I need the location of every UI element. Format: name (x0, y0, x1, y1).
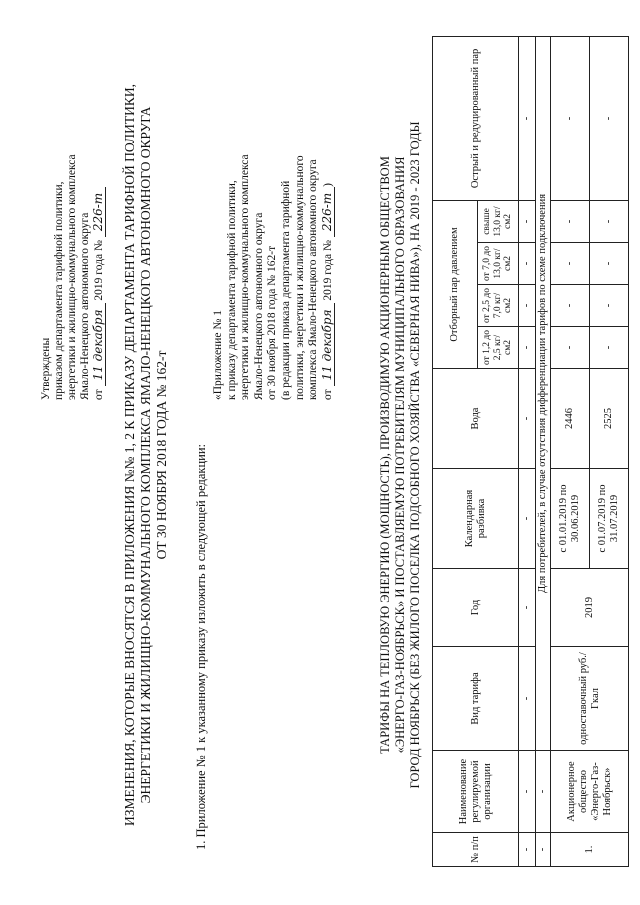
annex-line: от 30 ноября 2018 года № 162-т (266, 245, 279, 400)
table-cell: - (519, 833, 536, 867)
table-cell: - (590, 36, 629, 200)
numbering-row (519, 36, 536, 866)
header-pressure: от 1,2 до 2,5 кг/см2 (478, 327, 519, 369)
annex-line: «Приложение № 1 (212, 310, 224, 400)
header-org: Наименование регулируемой организации (433, 751, 519, 833)
row-org: Акционерное общество «Энерго-Газ-Ноябрьск» (551, 751, 629, 833)
table-cell: - (590, 243, 629, 285)
table-cell: - (519, 36, 536, 200)
table-cell: - (590, 285, 629, 327)
approval-line: Ямало-Ненецкого автономного округа (79, 212, 91, 400)
header-live-steam: Острый и редуцированный пар (433, 36, 519, 200)
table-cell: - (590, 200, 629, 242)
table-cell: - (551, 327, 590, 369)
header-pressure: свыше 13,0 кг/см2 (478, 200, 519, 242)
header-type: Вид тарифа (433, 647, 519, 751)
annex-line: к приказу департамента тарифной политики, (225, 180, 238, 400)
table-cell: - (519, 647, 536, 751)
approval-line: Утверждены (40, 337, 52, 400)
annex-line: Ямало-Ненецкого автономного округа (252, 212, 265, 400)
row-water: 2446 (551, 369, 590, 469)
annex-line: комплекса Ямало-Ненецкого автономного округа (307, 159, 320, 400)
row-type: одноставочный руб./Гкал (551, 647, 629, 751)
table-cell: - (551, 243, 590, 285)
header-num: № п/п (433, 833, 519, 867)
handwritten-date: 11 декабря (91, 303, 106, 386)
table-row (551, 36, 590, 866)
handwritten-number: 226-т (320, 187, 335, 237)
table-cell: - (519, 569, 536, 647)
annex-header (212, 70, 335, 400)
annex-line: политики, энергетики и жилищно-коммунального (293, 155, 306, 400)
approval-stamp (40, 70, 106, 400)
handwritten-number: 226-т (91, 187, 106, 237)
table-cell: - (551, 36, 590, 200)
table-cell: - (519, 200, 536, 242)
header-period: Календарная разбивка (433, 469, 519, 569)
table-title-line: «ЭНЕРГО-ГАЗ-НОЯБРЬСК» И ПОСТАВЛЯЕМУЮ ПОТРЕБИТЕЛЯМ МУНИЦИПАЛЬНОГО ОБРАЗОВАНИЯ (393, 156, 407, 754)
title-line: ИЗМЕНЕНИЯ, КОТОРЫЕ ВНОСЯТСЯ В ПРИЛОЖЕНИЯ №№ 1, 2 К ПРИКАЗУ ДЕПАРТАМЕНТА ТАРИФНОЙ ПОЛИТИКИ, (122, 84, 137, 826)
header-pressure: от 7,0 до 13,0 кг/см2 (478, 243, 519, 285)
table-cell: - (551, 285, 590, 327)
row-period: с 01.07.2019 по 31.07.2019 (590, 469, 629, 569)
approval-line: приказом департамента тарифной политики, (53, 181, 65, 400)
annex-date: от 11 декабря 2019 года № 226-т) (319, 182, 334, 400)
annex-line: (в редакции приказа департамента тарифной (279, 180, 292, 400)
table-cell: - (536, 751, 551, 833)
header-steam: Отборный пар давлением (433, 200, 478, 368)
annex-line: энергетики и жилищно-коммунального комплекса (239, 154, 252, 400)
title-line: ЭНЕРГЕТИКИ И ЖИЛИЩНО-КОММУНАЛЬНОГО КОМПЛЕКСА ЯМАЛО-НЕНЕЦКОГО АВТОНОМНОГО ОКРУГА (138, 106, 153, 804)
table-title-line: ТАРИФЫ НА ТЕПЛОВУЮ ЭНЕРГИЮ (МОЩНОСТЬ), ПРОИЗВОДИМУЮ АКЦИОНЕРНЫМ ОБЩЕСТВОМ (378, 156, 392, 754)
table-cell: - (519, 243, 536, 285)
table-cell: - (519, 369, 536, 469)
table-cell: - (519, 469, 536, 569)
header-water: Вода (433, 369, 519, 469)
table-cell: - (536, 833, 551, 867)
header-row (433, 36, 478, 866)
table-title-line: ГОРОД НОЯБРЬСК (БЕЗ ЖИЛОГО ПОСЕЛКА ПОДСОБНОГО ХОЗЯЙСТВА «СЕВЕРНАЯ НИВА»), НА 2019 - 2023 ГОДЫ (408, 121, 422, 789)
handwritten-date: 11 декабря (320, 303, 335, 386)
table-cell: - (519, 285, 536, 327)
row-year: 2019 (551, 569, 629, 647)
row-water: 2525 (590, 369, 629, 469)
title-line: ОТ 30 НОЯБРЯ 2018 ГОДА № 162-т (154, 350, 169, 560)
tariff-table (432, 36, 629, 867)
document-title (122, 75, 170, 835)
approval-line: энергетики и жилищно-коммунального комплекса (66, 154, 78, 400)
table-cell: - (590, 327, 629, 369)
approval-date: от 11 декабря 2019 года № 226-т (92, 70, 106, 400)
table-title (378, 45, 423, 865)
table-cell: - (551, 200, 590, 242)
row-num: 1. (551, 833, 629, 867)
row-period: с 01.01.2019 по 30.06.2019 (551, 469, 590, 569)
header-year: Год (433, 569, 519, 647)
table-cell: - (519, 751, 536, 833)
table-cell: - (519, 327, 536, 369)
note-row (536, 36, 551, 866)
intro-paragraph: 1. Приложение № 1 к указанному приказу изложить в следующей редакции: (194, 444, 208, 850)
header-pressure: от 2,5 до 7,0 кг/см2 (478, 285, 519, 327)
note-text: Для потребителей, в случае отсутствия дифференциации тарифов по схеме подключения (536, 36, 551, 750)
